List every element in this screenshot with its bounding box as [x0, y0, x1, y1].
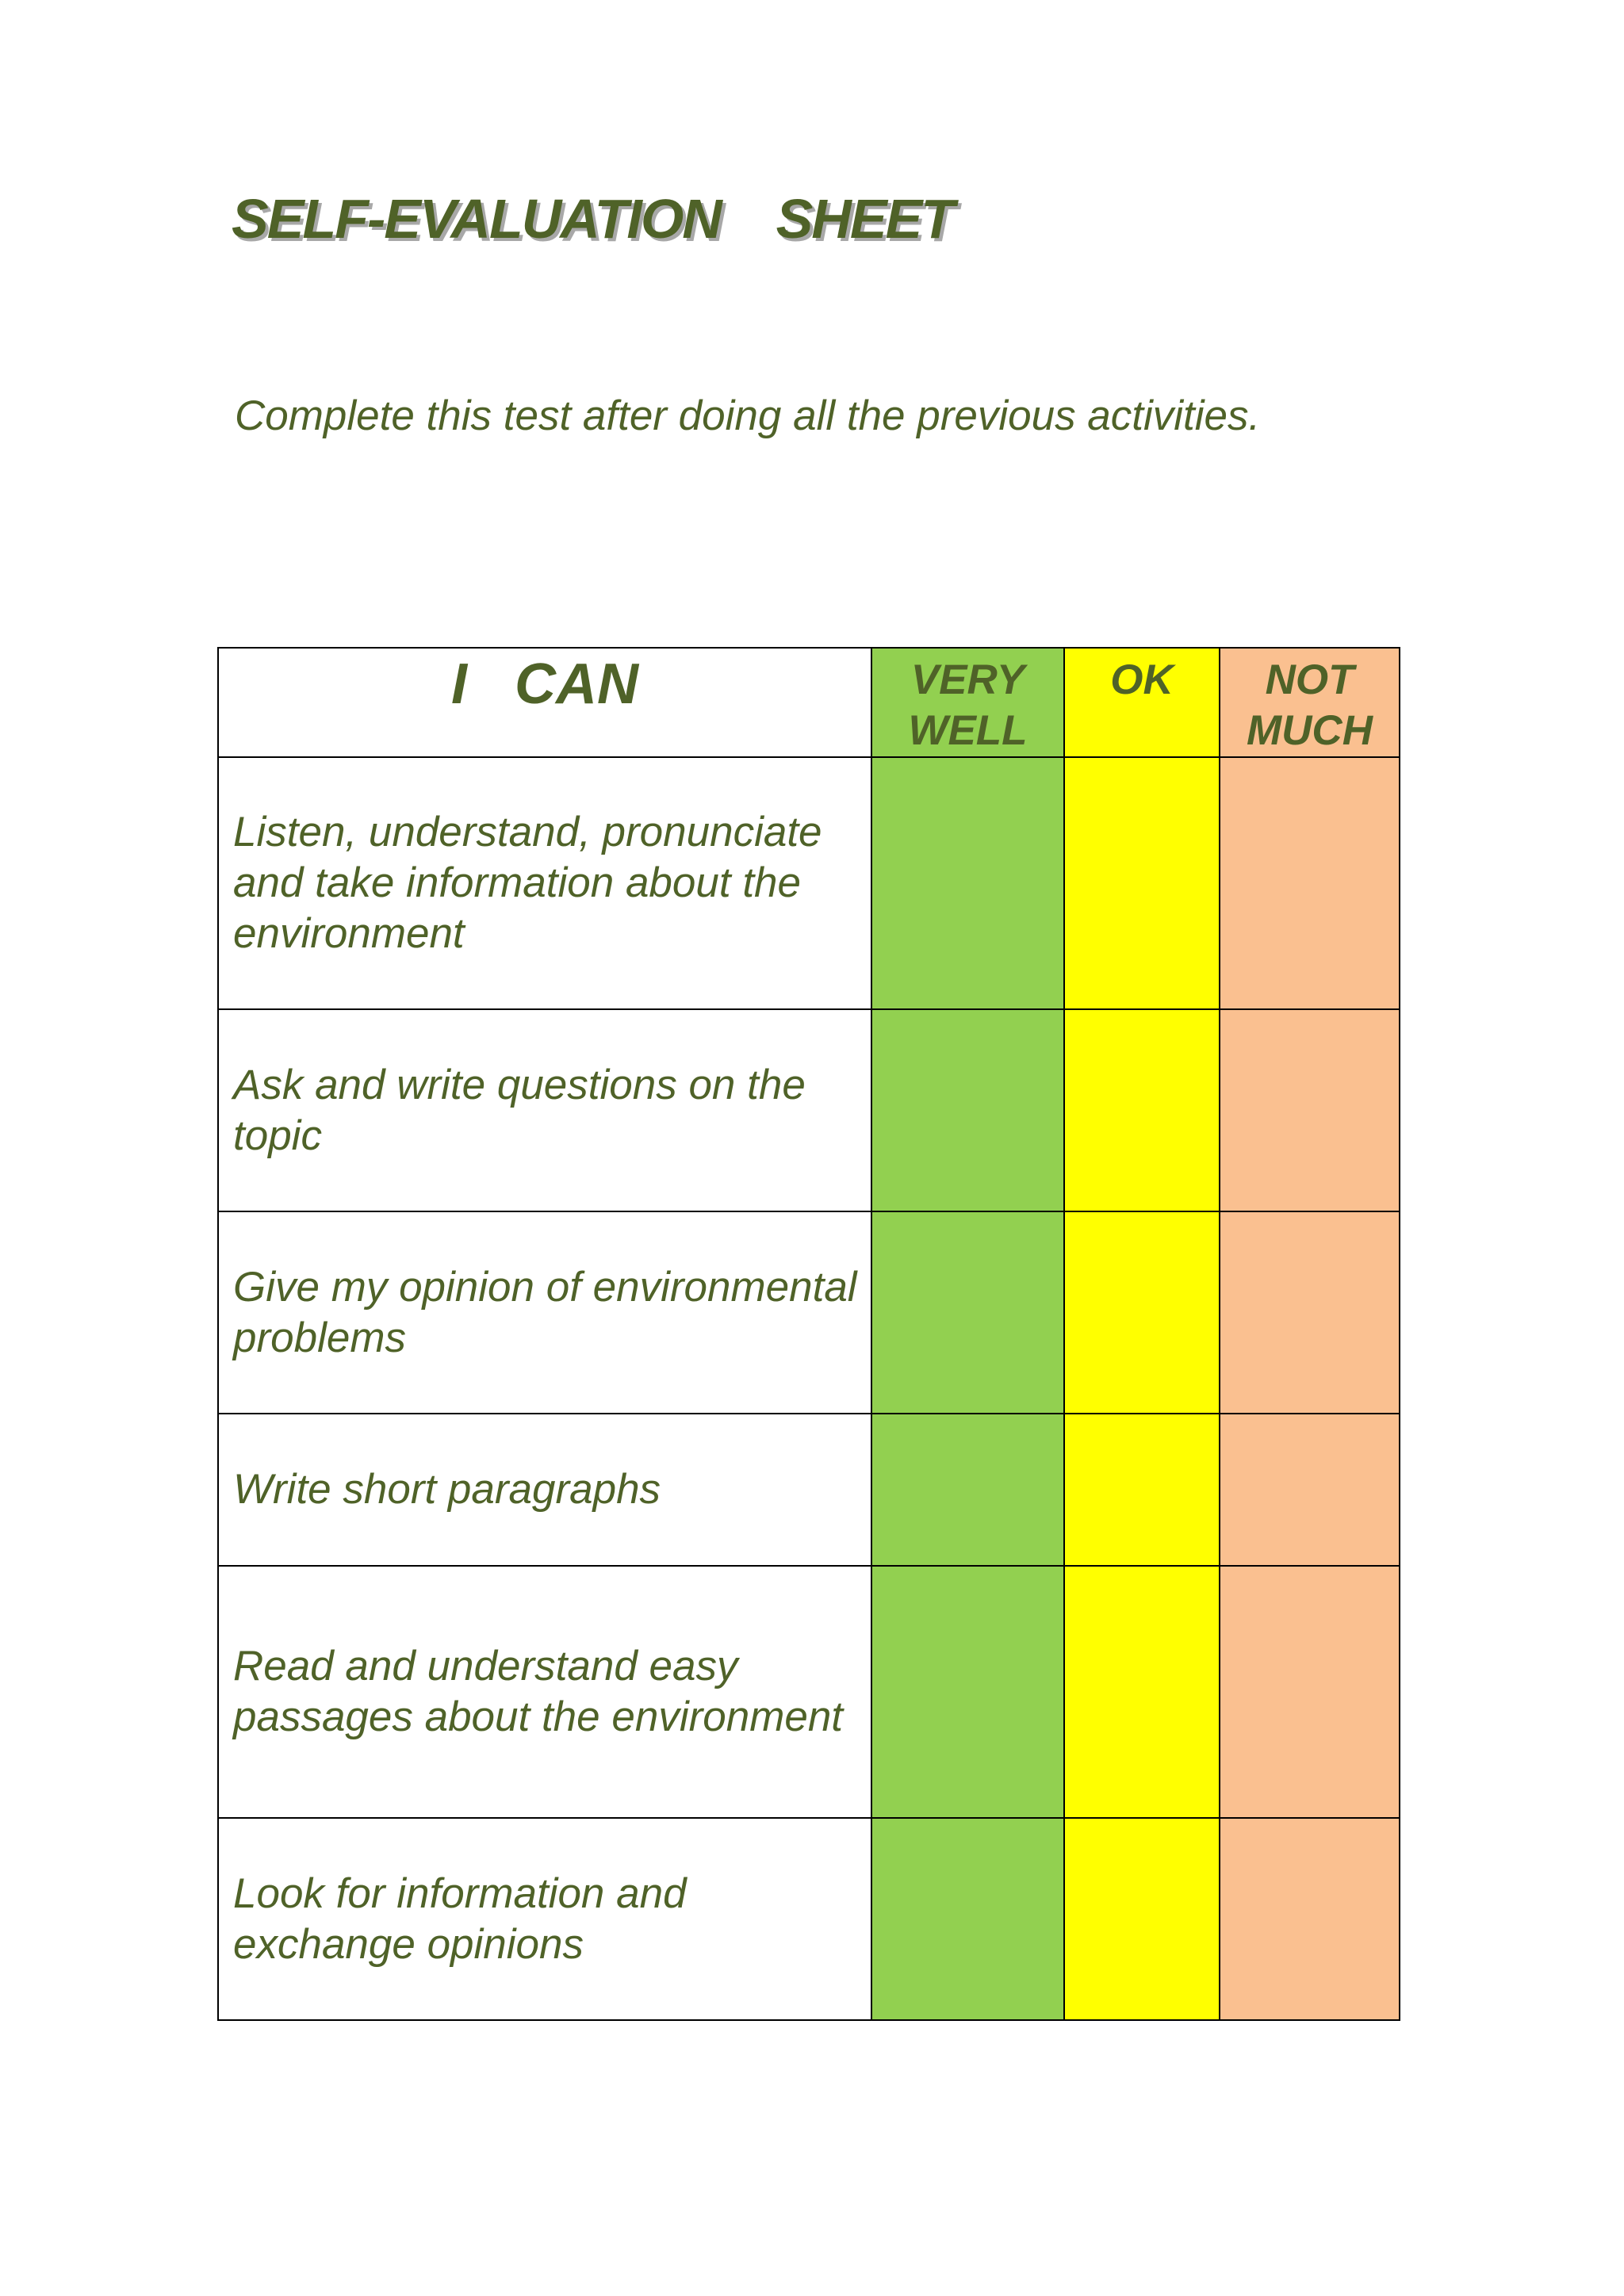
ok-cell[interactable] [1064, 1211, 1220, 1414]
row-statement: Read and understand easy passages about the environment [218, 1566, 871, 1818]
table-row [218, 1414, 1400, 1566]
not-much-cell[interactable] [1220, 1414, 1400, 1566]
page-title: SELF-EVALUATION SHEET [232, 188, 953, 250]
row-statement: Listen, understand, pronunciate and take information about the environment [218, 757, 871, 1009]
not-much-cell[interactable] [1220, 1566, 1400, 1818]
table-row [218, 1566, 1400, 1818]
very-well-cell[interactable] [871, 1414, 1064, 1566]
ok-cell[interactable] [1064, 1818, 1220, 2020]
very-well-cell[interactable] [871, 1009, 1064, 1211]
header-very-well: VERY WELL [871, 648, 1064, 757]
ok-cell[interactable] [1064, 1414, 1220, 1566]
ok-cell[interactable] [1064, 757, 1220, 1009]
table-row [218, 1818, 1400, 2020]
very-well-cell[interactable] [871, 757, 1064, 1009]
very-well-cell[interactable] [871, 1566, 1064, 1818]
row-statement: Ask and write questions on the topic [218, 1009, 871, 1211]
instruction-text: Complete this test after doing all the previous activities. [235, 392, 1261, 439]
not-much-cell[interactable] [1220, 1009, 1400, 1211]
ok-cell[interactable] [1064, 1566, 1220, 1818]
row-statement: Give my opinion of environmental problems [218, 1211, 871, 1414]
not-much-cell[interactable] [1220, 1818, 1400, 2020]
row-statement: Look for information and exchange opinions [218, 1818, 871, 2020]
not-much-cell[interactable] [1220, 1211, 1400, 1414]
table-row [218, 757, 1400, 1009]
ok-cell[interactable] [1064, 1009, 1220, 1211]
table-row [218, 1009, 1400, 1211]
very-well-cell[interactable] [871, 1818, 1064, 2020]
table-header-row [218, 648, 1400, 757]
not-much-cell[interactable] [1220, 757, 1400, 1009]
row-statement: Write short paragraphs [218, 1414, 871, 1566]
header-i-can: I CAN [218, 648, 871, 757]
header-ok: OK [1064, 648, 1220, 757]
table-row [218, 1211, 1400, 1414]
self-evaluation-table [217, 647, 1400, 2021]
header-not-much: NOT MUCH [1220, 648, 1400, 757]
very-well-cell[interactable] [871, 1211, 1064, 1414]
